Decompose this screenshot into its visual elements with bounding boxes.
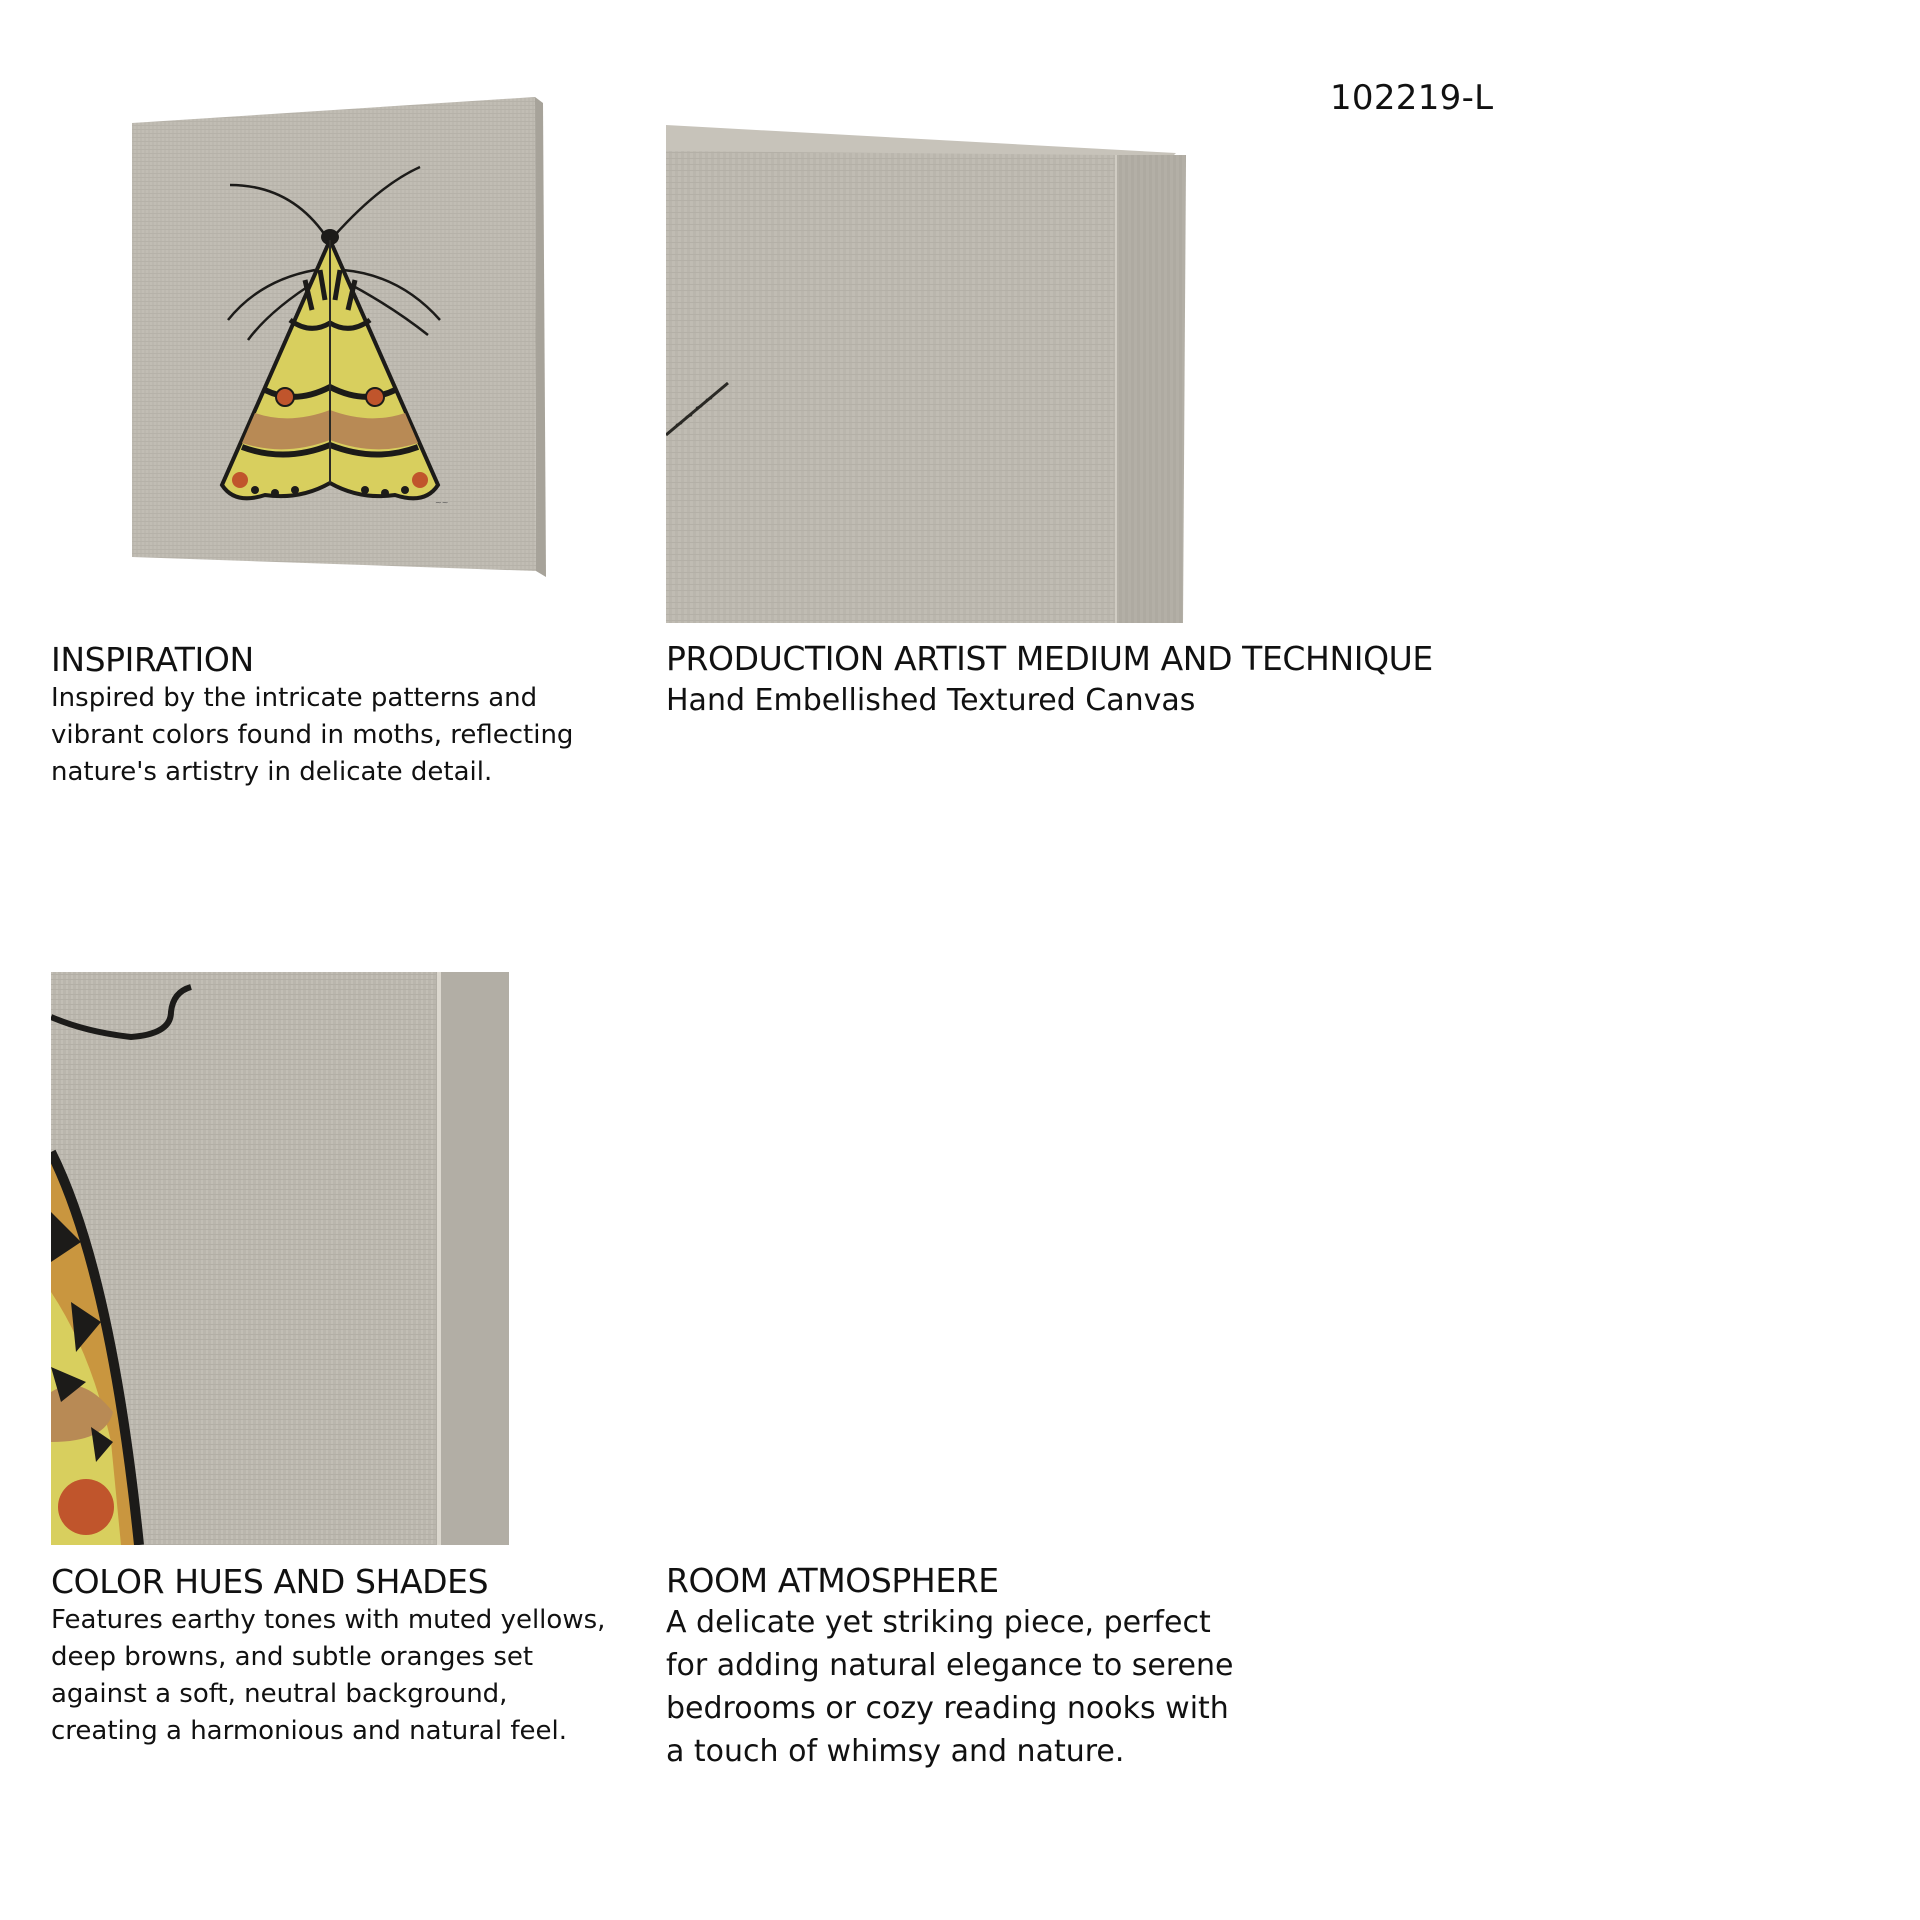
svg-text:~~: ~~ (435, 498, 449, 507)
section-title-color: COLOR HUES AND SHADES (51, 1562, 489, 1601)
section-text-inspiration: Inspired by the intricate patterns and vibrant colors found in moths, reflecting nature's artistry in delicate detail. (51, 683, 574, 787)
section-title-production: PRODUCTION ARTIST MEDIUM AND TECHNIQUE (666, 639, 1433, 678)
section-production (666, 639, 1566, 722)
section-text-room: A delicate yet striking piece, perfect for adding natural elegance to serene bedrooms or cozy reading nooks with a touch of whimsy and nature. (666, 1605, 1234, 1769)
product-image-main (130, 95, 550, 585)
product-sku: 102219-L (1330, 78, 1494, 118)
section-inspiration (51, 640, 621, 791)
section-text-production: Hand Embellished Textured Canvas (666, 683, 1196, 718)
product-image-corner-detail (666, 125, 1186, 623)
section-room (666, 1561, 1246, 1773)
section-title-inspiration: INSPIRATION (51, 640, 254, 679)
section-title-room: ROOM ATMOSPHERE (666, 1561, 999, 1600)
section-text-color: Features earthy tones with muted yellows, deep browns, and subtle oranges set against a soft, neutral background, creating a harmonious and natural feel. (51, 1605, 606, 1746)
section-color (51, 1562, 621, 1750)
product-image-closeup (51, 972, 509, 1545)
